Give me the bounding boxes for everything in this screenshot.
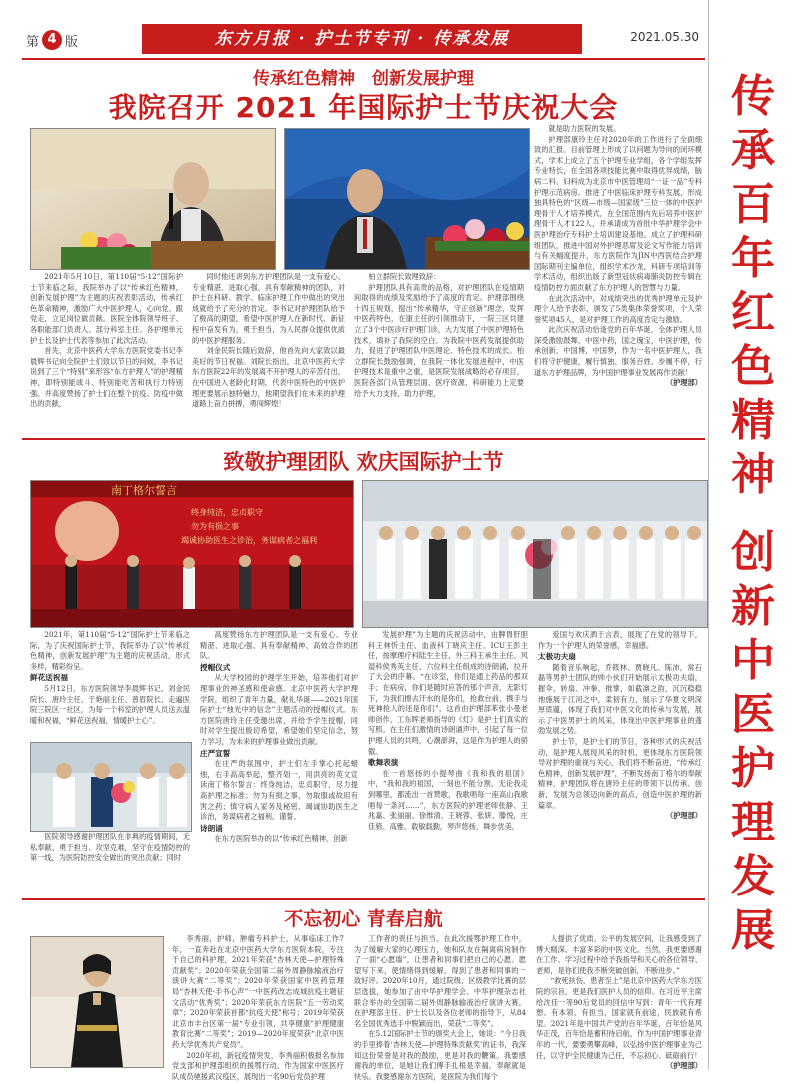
section1-title: 我院召开 2021 年国际护士节庆祝大会 [108,91,619,124]
s1-column-3 [354,272,524,434]
s1c4-p3: 在此次活动中，对成绩突出的优秀护理单元及护理个人给予表彰，颁发了5类集体荣誉奖项，个人荣誉奖项45人，是对护理工作的高度肯定与激励。 [534,293,702,324]
s1c2-p1: 同时他还讲到东方护理团队是一支有爱心、专业精湛、进取心强、具有奉献精神的团队，对护士在科研、教学、临床护理工作中做出的突出成就给予了充分的肯定。李书记对护理团队给予了极高的期望，希望中医护理人在新时代、新征程中奋发有为，勇于担当，为人民群众提供优质的中医护理服务。 [192,272,345,345]
side-char-1: 承 [731,125,775,176]
masthead [22,20,705,60]
side-char-7: 神 [731,449,775,500]
side-char-11: 中 [731,635,775,686]
s3c2-p1: 工作者的责任与担当。在此次援鄂护理工作中，为了缓解大家的心理压力，她和队友在隔离病房制作了一面“心愿墙”，让患者和同事们把自己的心愿、愿望写下来，使情绪得到缓解，得到了患者和同事的一致好评。2020年10月，通过院级、区级教学比赛的层层选拔，她参加了由中华护理学会、中华护理杂志社联合举办的全国第二届外周静脉输液治疗演讲大赛，在护理部主任、护士长以及各位老师的指导下，从84名全国优秀选手中脱颖而出，荣获“二等奖”。 [354,934,526,1028]
s2-head-capping: 授帽仪式 [200,662,231,672]
board-line-1: 终身纯洁，忠贞职守 [191,508,263,517]
photo-flower-delivery [30,742,192,832]
s3c1-p2: 2020年初，新冠疫情突发，李秀丽积极报名参加党支部和护理部组织的援鄂行动，作为国家中医医疗队成员驰援武汉疫区，展现出一名90后党员护理 [172,1050,344,1081]
masthead-banner: 东方月报 · 护士节专刊 · 传承发展 [142,24,582,54]
s2-column-3 [368,630,528,892]
s1c4-p4: 此次庆祝活动恰逢党的百年华诞，全体护理人员深受激励鼓舞，中医中药，国之瑰宝，中医护理，传承创新，中国博，中国梦，作为一名中医护理人，我们将守护健康，履行慎独、服务百姓、步履不停，行道东方护理品牌，为中国护理事业发展再作贡献！ [534,325,702,377]
issue-date: 2021.05.30 [630,30,699,44]
side-char-6: 精 [731,395,775,446]
side-char-3: 年 [731,233,775,284]
side-char-0: 传 [731,71,775,122]
s2c3-p2: 在一首悠扬的小提琴曲《我和我的祖国》中，“我和我的祖国，一刻也不能分割，无论我走到哪里，都流出一首赞歌，我歌唱每一座高山我歌唱每一条河……”，东方医院的护理老师张静、王兆嘉、张丽丽、徐维清、王晓蓉、张妍、滕悦，庄佳骑、高雅、载敏载勤，琴声悠扬，舞步优美， [368,768,528,831]
s2-column-4 [538,630,702,892]
s2-signature: （护理部） [666,811,702,821]
side-char-15: 发 [731,851,775,902]
s2c2-p3: 在庄严的氛围中，护士们左手掌心托起蜡烛，右手高高举起，整齐划一，用洪亮的英文宣读南丁格尔誓言：终身纯洁，忠贞职守，尽力提高护理之标准；勿为有损之事，勿取服或故用有害之药；慎守病人家务及秘密，竭诚协助医生之诊治，务谋病者之福利。谨誓。 [200,759,358,822]
s3-column-2 [354,934,526,1081]
s3c1-p1: 李秀丽，护师，肿瘤专科护士，从事临床工作7年，一直奔赴在北京中医药大学东方医院本院，专注于自己的科护理，2021年荣获“杏林天使—护理特殊贡献奖”；2020年荣获全国第二届外周静脉输液治疗演讲大赛“二等奖”；2020年荣获国家中医药管理局“杏林天使·手书心声”一中医药改志成城抗疫主题征文活动“优秀奖”；2020年荣获东方医院“五一劳动奖章”；2020年荣获首都“抗疫天使”称号；2019年荣获北京市丰台区第一届“专业引领，共享健康”护理健康教育比赛“二等奖”；2019—2020年度荣获“北京中医药大学优秀共产党员”。 [172,934,344,1049]
s2c2-p4: 在东方医院举办的以“传承红色精神，创新 [214,834,348,844]
page-num-badge: 4 [42,30,62,50]
s1-column-4 [534,124,702,434]
board-line-3: 竭诚协助医生之诊治，务谋病者之福利 [181,536,317,545]
s3-column-1 [172,934,344,1081]
s1c4-p2: 护理部康玲主任对2020年的工作进行了全面细致的汇报。目前管理上形成了以问题为导向的闭环模式，学术上成立了五个护理专业学组，各个学组发挥专业特长，在全国各项技能比赛中取得优异成绩，脑病二科、妇科成为北京市中医管理局“一证一品”专科护理示范病房。推进了中医临床护理专科发展，形成独具特色的“区级—市级—国家级”三位一体的中医护理骨干人才培养模式，在全国范围内先后培养中医护理骨干人才122人，并承请成为首批中华护理学会中医护理治疗专科护士培训建设基地。成立了护理科研组团队，推进中国对外护理恶席及论文写作能力培训与有关幅度提升，东方医院作为JIN中西医结合护理国际期刊主编单位，组织学术沙龙，科研专项培训等学术活动，组织出版了新型冠状病毒肺炎防控专辑在疫情防控方面贡献了东方护理人的智慧与力量。 [534,134,702,292]
side-char-4: 红 [731,287,775,338]
side-slogan [718,70,788,958]
section3-title: 不忘初心 青春启航 [284,908,443,930]
photo-speaker-2 [284,128,530,270]
section2-title: 致敬护理团队 欢庆国际护士节 [223,450,504,474]
side-char-9: 创 [731,527,775,578]
s1c3-p2: 护理团队具有高贵的品格，对护理团队在疫情期间取得的成绩及奖励给予了高度的肯定。护理部围绕十四五规划，提出“传承精华，守正创新”理念，发挥中医药特色，在康主任的引领推动下，一院三区共建立了3个中医诊疗护理门诊，大力发展了中医护理特色技术，填补了我院的空白。为我院中医药发展提供助力，促进了护理团队中医理论、特色技术的成长。柏立群院长鼓励强调，在我院一体化发展进程中，中医护理技术是重中之重，是医院发展战略的必存项目，医院各部门从管理层面、医疗资源、科研能力上定要给予大力支持，助力护理， [354,282,524,398]
photo-portrait [30,936,164,1068]
s2c1-p1: 2021年，第110届“5·12”国际护士节来临之际，为了庆祝国际护士节，我院举办了以“传承红色精神，创新发展护理”为主题的庆祝活动，形式多样，精彩纷呈。 [30,630,190,671]
side-gap [718,502,788,526]
s2c4-p1: 爱国与欢庆洒于言表，展现了在党的领导下，作为一个护理人的荣誉感，幸福感。 [538,630,702,650]
s2-head-dance: 歌舞表演 [368,758,399,768]
s1-signature: （护理部） [666,378,702,388]
s1c3-p1: 柏立群院长致理致辞： [368,272,441,281]
section2-rule [22,898,705,900]
s2-column-1b [30,832,190,892]
photo-speaker-1 [30,128,276,270]
side-char-13: 护 [731,743,775,794]
photo-stage-ceremony [30,480,354,628]
side-char-14: 理 [731,797,775,848]
s3c3-p1: 人提供了优质、公平的发展空间，让我感受到了博大精深、丰富多彩的中医文化。当然，我更要感谢在工作、学习过程中给予我指导和关心的各位领导、老师，是你们使我不断突破创新，不断进步。” [536,934,702,975]
side-char-10: 新 [731,581,775,632]
side-divider [708,0,709,1070]
photo-group-nurses [362,480,708,628]
s3c3-p2: “救死扶伤，患者至上”是北京中医药大学东方医院的宗旨，更是我们医护人员的信仰。在习近平主席给沈佳一等90后党员的回信中写到：青年一代有理想、有本领、有担当，国家就有前途，民族就有希望。2021年是中国共产党的百年华诞，百年恰是风华正茂，百年恰是蓄积待启航，作为中国护理事业青年的一代，要要勇攀高峰，以弘扬中医护理事业为己任，以守护全民健康为己任，不忘初心、砥砺前行！ [536,976,702,1060]
s2-head-flowers: 鲜花送祝福 [30,673,68,683]
side-char-5: 色 [731,341,775,392]
s3c2-p2: 在5.12国际护士节的颁奖大会上，她说：“今日我的手里捧着‘杏林天使—护理特殊贡献奖’的证书，我深知这份荣誉是对我的鼓励，更是对我的鞭策。我要感谢我的单位，是她让我们傅手扎根是幸福，奉献就是快乐。我要感谢东方医院，是医院为我们每个 [354,1029,526,1081]
s1-column-1 [30,272,183,434]
stage-signboard: 南丁格尔誓言 [111,484,177,497]
s1c2-p2: 刘金民院长随后致辞，他首先向大家致以最美好的节日祝福。刘院长指出，北京中医药大学东方医院22年的发展离不开护理人的辛苦付出，在中国进入老龄化时期，代表中医特色的中医护理更要展示独特魅力，他期望我们在未来的护理道路上奋力拼搏，勇闯辉煌！ [192,346,345,409]
side-char-12: 医 [731,689,775,740]
s2c2-p1: 高度赞扬东方护理团队是一支有爱心、专业精湛、进取心强、具有奉献精神、高效合作的团队。 [200,630,358,661]
s1c1-p1: 2021年5月10日，第110届“5·12”国际护士节来临之际，我院举办了以“传承红色精神，创新发展护理”为主题的庆祝表彰活动，传承红色革命精神，激励广大中医护理人，心向党、跟党走，立足岗位做贡献。医院全体院领导班子、各职能部门负责人、部分科室主任、各护理单元护士长及护士代表等参加了此次活动。 [30,272,183,345]
masthead-rule [22,58,705,60]
s1c4-p1: 就是助力医院的发展。 [548,124,621,133]
s2c3-p1: 发展护理”为主题的庆祝活动中，由脾胃肝胆科王林忻主任、血液科丁晓庆主任、ICU王彭主任，按摩理疗科陆生主任、外三科王承生主任、风湿科侯秀英主任、六位科主任组成的诗朗诵，拉开了大会的序幕。“在诊室，你们是通上药品的那双手；在病房，你们是随时应答的那个声音，无影灯下，为我们擦去汗水的是你们，抢救台前，携手与死神抢人的还是你们”，这首由护理部苯张小曼老师创作，工东晖老师指导的《灯》是护士们真实的写照。在主任们激情的诗朗诵声中，引起了每一位护理人员的共鸣，心潮澎湃，这是作为护理人的骄傲。 [368,630,528,756]
s2-column-1a [30,630,190,740]
section1-subtitle: 传承红色精神 创新发展护理 [253,69,474,89]
side-char-16: 展 [731,905,775,956]
page-number [26,30,78,50]
s2-head-poem: 诗朗诵 [200,823,223,833]
s3-signature: （护理部） [666,1061,702,1071]
page-prefix: 第 [26,34,40,50]
s2c1-p2: 5月12日，东方医院领导李晨辉书记、刘金民院长、唐玲主任、于艳丽主任、曾眉院长、走遍医院三院区一社区，为每一个科室的护理人员送去温暖和祝福，“鲜花送祝福，情暖护士心”。 [30,683,190,725]
newspaper-page [22,20,705,1081]
s1c1-p2: 首先，北京中医药大学东方医院党委书记李晨辉书记向全院护士们致以节日的问候，李书记说到了三个“特别”来形容“东方护理人”的护理精神，即特别能战斗、特别能吃苦和执行力特别强。并高度赞扬了护士们在整个抗疫、防疫中做出的贡献， [30,346,183,409]
board-line-2: 勿为有损之事 [191,522,239,531]
s2-column-2 [200,630,358,892]
s3-column-3 [536,934,702,1071]
s2c1-p3: 医院领导感谢护理团队在非典的疫情期间，无私奉献、勇于担当、攻坚克难，坚守在疫情防控的第一线，为医院防控安全做出的突出贡献；同时 [30,832,190,863]
page-suffix: 版 [65,34,79,50]
s2c4-p2: 随着音乐响起，乔筱林、贾晓凡、陈沛，常石磊等男护士团队的帅小伙们开始展示太极功夫扇，握伞、转扇、冲拳、推掌，如截凛之韵，沉沉稳稳地施展于江河之中，柔韧有力，展示了华夏文明深厚底蕴，体现了我们对中医文化的传承与发展，展示了中医男护士的风采，体现出中医护理事业的蓬勃发展之势。 [538,662,702,736]
s2c4-p3: 护士节，是护士们的节日，各种形式的庆祝活动，是护理人展现风采的时机，更体现东方医院领导对护理的重视与关心，我们将不断奋进，“传承红色精神，创新发展护理”，不断发扬南丁格尔的奉献精神，护理团队将在唐玲主任的带领下以传承、创新，发展为总领迈向新的高点，创造中医护理的新篇章。 [538,736,702,810]
s1-column-2 [192,272,345,434]
s2c2-p2: 从大学校园的护理学生开始，培养他们对护理事业的神圣感和使命感。北京中医药大学护理学院，组织了青年力量，献礼华诞——2021年国际护士“烛光中的信念”主题活动的授帽仪式。东方医院唐玲主任受邀出席，并给予学生授帽，同时对学生提出殷切希望，希望她们坚定信念，努力学习，为未来的护理事业做出贡献。 [200,673,358,746]
side-char-2: 百 [731,179,775,230]
s2-head-oath: 庄严宣誓 [200,748,231,758]
section1-rule [22,438,705,440]
s2-head-fan: 太极功夫扇 [538,652,576,662]
